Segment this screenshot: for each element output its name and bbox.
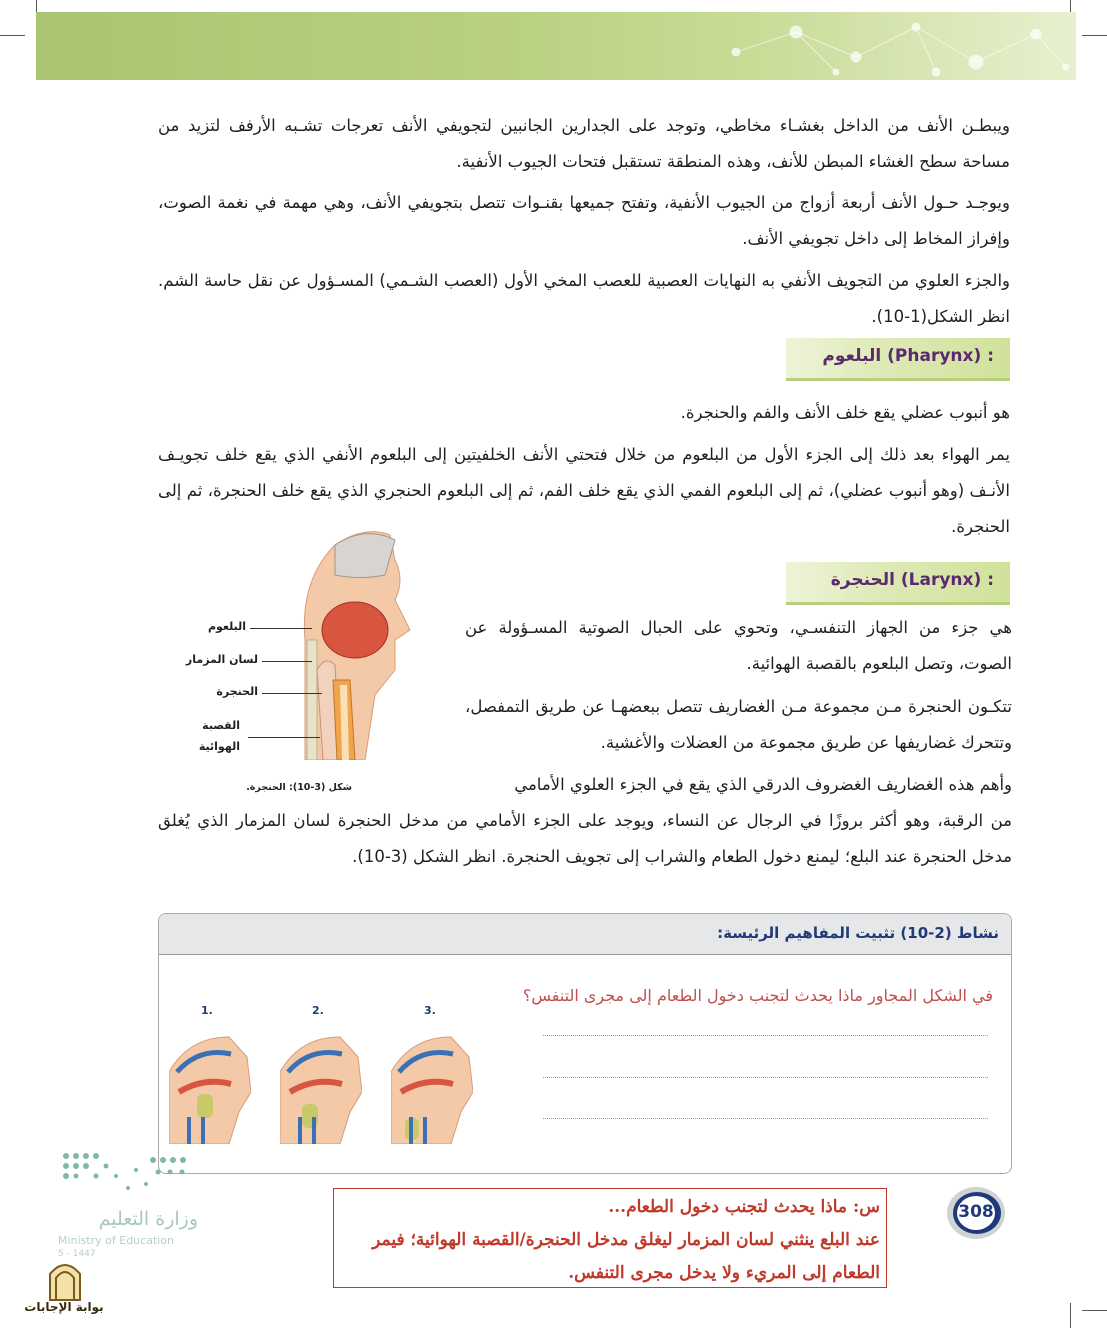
ministry-dots-icon: [58, 1148, 198, 1196]
figure-label-line: [248, 737, 320, 738]
crop-mark: [0, 35, 25, 36]
ministry-name-english: Ministry of Education: [58, 1234, 175, 1247]
activity-header: [159, 914, 1011, 955]
paragraph-air-path: يمر الهواء بعد ذلك إلى الجزء الأول من البلعوم من خلال فتحتي الأنف الخلفيتين إلى البلعوم الأنفي الذي يقع خلف تجويـف الأنـف (وهو أنبوب عضلي)، ثم إلى البلعوم الفمي الذي يقع خلف الفم، ثم إلى البلعوم الحنجري الذي يقع خلف الحنجرة، ثم إلى الحنجرة.: [158, 445, 1010, 536]
paragraph-cartilage: تتكـون الحنجرة مـن مجموعة مـن الغضاريف تتصل ببعضهـا عن طريق التمفصل، وتتحرك غضاريفها عن طريق مجموعة من العضلات والأغشية.: [465, 697, 1012, 752]
activity-title: نشاط (2-10) تثبيت المفاهيم الرئيسة:: [717, 924, 999, 942]
figure-label-line: [262, 661, 312, 662]
paragraph-nasal-lining: ويبطـن الأنف من الداخل بغشـاء مخاطي، وتوجد على الجدارين الجانبين لتجويفي الأنف تعرجات تشـبه الأرفف لتزيد من مساحة سطح الغشاء المبطن للأنف، وهذه المنطقة تستقبل فتحات الجيوب الأنفية.: [158, 116, 1010, 171]
swallow-diagram-1: [169, 1032, 251, 1144]
ministry-logo: [58, 1148, 208, 1259]
heading-larynx-text: : (Larynx) الحنجرة: [830, 570, 994, 590]
answer-question: س: ماذا يحدث لتجنب دخول الطعام...: [608, 1197, 880, 1217]
paragraph-larynx-def: هي جزء من الجهاز التنفسـي، وتحوي على الحبال الصوتية المسـؤولة عن الصوت، وتصل البلعوم بالقصبة الهوائية.: [465, 618, 1012, 673]
figure-label-line: [262, 693, 322, 694]
diagram-number-2: 2.: [312, 1004, 324, 1017]
ministry-name-arabic: وزارة التعليم: [98, 1208, 198, 1230]
answer-line[interactable]: [543, 1118, 988, 1119]
header-banner: [36, 12, 1076, 80]
answer-line[interactable]: [543, 1077, 988, 1078]
answer-line[interactable]: [543, 1035, 988, 1036]
activity-box: [158, 913, 1012, 1174]
label-larynx: الحنجرة: [216, 685, 258, 698]
figure-caption: شكل (3-10): الحنجرة.: [246, 782, 352, 793]
label-trachea-2: الهوائية: [198, 740, 240, 753]
answer-text: عند البلع ينثني لسان المزمار ليغلق مدخل الحنجرة/القصبة الهوائية؛ فيمر الطعام إلى المريء ولا يدخل مجرى التنفس.: [372, 1230, 880, 1283]
paragraph-pharynx-def: هو أنبوب عضلي يقع خلف الأنف والفم والحنجرة.: [680, 403, 1010, 422]
label-epiglottis: لسان المزمار: [185, 653, 258, 666]
paragraph-sinuses: ويوجـد حـول الأنف أربعة أزواج من الجيوب الأنفية، وتفتح جميعها بقنـوات تتصل بتجويفي الأنف، وهي مهمة في نغمة الصوت، وإفراز المخاط إلى داخل تجويفي الأنف.: [158, 193, 1010, 248]
figure-label-line: [250, 628, 312, 629]
activity-question: في الشكل المجاور ماذا يحدث لتجنب دخول الطعام إلى مجرى التنفس؟: [522, 986, 993, 1005]
label-pharynx: البلعوم: [207, 620, 246, 633]
paragraph-epiglottis: من الرقبة، وهو أكثر بروزًا في الرجال عن النساء، ويوجد على الجزء الأمامي من مدخل الحنجرة لسان المزمار الذي يُغلق مدخل الحنجرة عند البلع؛ ليمنع دخول الطعام والشراب إلى تجويف الحنجرة. انظر الشكل (3-10).: [158, 811, 1012, 866]
label-trachea-1: القصبة: [202, 719, 240, 732]
heading-larynx: [786, 562, 1010, 605]
crop-mark: [1082, 35, 1107, 36]
swallow-diagram-3: [391, 1032, 473, 1144]
answer-box: [333, 1188, 887, 1288]
paragraph-thyroid-cartilage: وأهم هذه الغضاريف الغضروف الدرقي الذي يقع في الجزء العلوي الأمامي: [514, 775, 1012, 794]
heading-pharynx-text: : (Pharynx) البلعوم: [822, 346, 994, 366]
paragraph-olfactory: والجزء العلوي من التجويف الأنفي به النهايات العصبية للعصب المخي الأول (العصب الشـمي) المسـؤول عن نقل حاسة الشم. انظر الشكل(1-10).: [158, 271, 1010, 326]
larynx-illustration: [245, 520, 420, 760]
swallow-diagram-2: [280, 1032, 362, 1144]
page-number: 308: [958, 1202, 994, 1222]
crop-mark: [1070, 1303, 1071, 1328]
diagram-number-1: 1.: [201, 1004, 213, 1017]
diagram-number-3: 3.: [424, 1004, 436, 1017]
molecule-pattern-icon: [36, 12, 1076, 80]
heading-pharynx: [786, 338, 1010, 381]
crop-mark: [1082, 1310, 1107, 1311]
answers-portal-watermark: بوابة الإجابات: [24, 1300, 104, 1314]
ministry-year: 5 - 1447: [58, 1249, 96, 1259]
answers-portal-logo-icon: [44, 1256, 86, 1302]
